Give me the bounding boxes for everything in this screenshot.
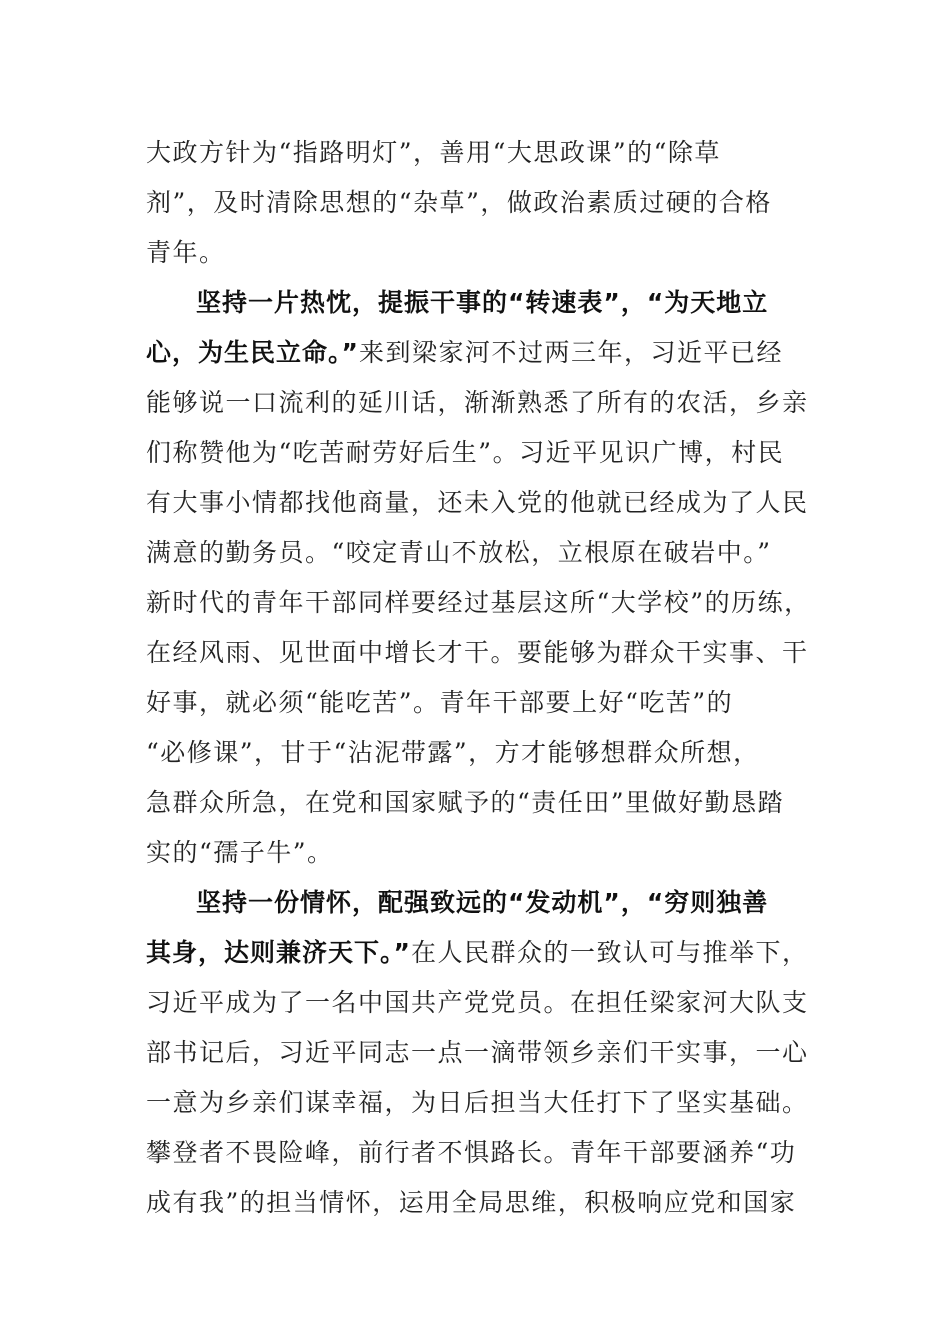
text-line bbox=[196, 886, 768, 920]
text-line: 好事，就必须“能吃苦”。青年干部要上好“吃苦”的 bbox=[146, 688, 734, 717]
bold-heading: 其身，达则兼济天下。” bbox=[146, 938, 411, 967]
text-line bbox=[196, 286, 768, 320]
text-line: 们称赞他为“吃苦耐劳好后生”。习近平见识广博，村民 bbox=[146, 438, 785, 467]
text-line: 新时代的青年干部同样要经过基层这所“大学校”的历练， bbox=[146, 588, 811, 617]
text-line: 急群众所急，在党和国家赋予的“责任田”里做好勤恳踏 bbox=[146, 788, 785, 817]
bold-heading: 心，为生民立命。” bbox=[146, 338, 359, 367]
text-line: 青年。 bbox=[146, 238, 226, 267]
text-line: “必修课”，甘于“沾泥带露”，方才能够想群众所想， bbox=[146, 738, 760, 767]
text-line: 部书记后，习近平同志一点一滴带领乡亲们干实事，一心 bbox=[146, 1038, 809, 1067]
text-line: 有大事小情都找他商量，还未入党的他就已经成为了人民 bbox=[146, 488, 809, 517]
text-line: 其身，达则兼济天下。”在人民群众的一致认可与推举下， bbox=[146, 938, 809, 967]
text-line: 习近平成为了一名中国共产党党员。在担任梁家河大队支 bbox=[146, 988, 809, 1017]
text-line: 能够说一口流利的延川话，渐渐熟悉了所有的农活，乡亲 bbox=[146, 388, 809, 417]
text-line: 成有我”的担当情怀，运用全局思维，积极响应党和国家 bbox=[146, 1188, 797, 1217]
text-line: 心，为生民立命。”来到梁家河不过两三年，习近平已经 bbox=[146, 338, 783, 367]
text-line: 满意的勤务员。“咬定青山不放松，立根原在破岩中。” bbox=[146, 538, 772, 567]
text-line: 大政方针为“指路明灯”，善用“大思政课”的“除草 bbox=[146, 138, 721, 167]
text-line: 实的“孺子牛”。 bbox=[146, 838, 334, 867]
text-line: 剂”，及时清除思想的“杂草”，做政治素质过硬的合格 bbox=[146, 188, 772, 217]
bold-heading: 坚持一片热忱，提振干事的“转速表”，“为天地立 bbox=[196, 288, 769, 317]
text-line: 攀登者不畏险峰，前行者不惧路长。青年干部要涵养“功 bbox=[146, 1138, 797, 1167]
bold-heading: 坚持一份情怀，配强致远的“发动机”，“穷则独善 bbox=[196, 888, 769, 917]
text-line: 在经风雨、见世面中增长才干。要能够为群众干实事、干 bbox=[146, 638, 809, 667]
text-line: 一意为乡亲们谋幸福，为日后担当大任打下了坚实基础。 bbox=[146, 1088, 809, 1117]
